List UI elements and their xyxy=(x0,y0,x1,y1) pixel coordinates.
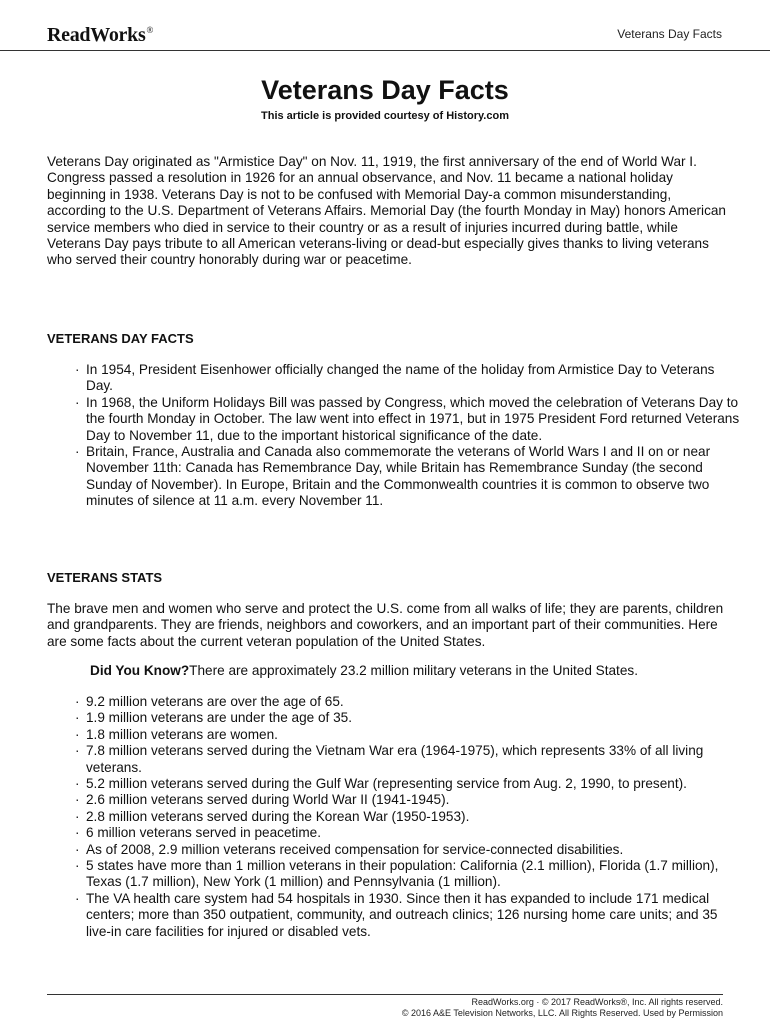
did-you-know xyxy=(90,663,638,679)
list-item: · 7.8 million veterans served during the Vietnam War era (1964-1975), which represents 33% of all living veterans. xyxy=(75,743,704,775)
list-item: · In 1954, President Eisenhower officially changed the name of the holiday from Armistice Day to Veterans Day. xyxy=(75,362,715,394)
list-item: · 1.9 million veterans are under the age of 35. xyxy=(75,710,353,726)
header-divider xyxy=(0,50,770,51)
list-item: · 1.8 million veterans are women. xyxy=(75,726,278,742)
footer-copyright: ReadWorks.org · © 2017 ReadWorks®, Inc. All rights reserved. xyxy=(471,997,723,1007)
page-subtitle: This article is provided courtesy of History.com xyxy=(261,110,509,122)
facts-list xyxy=(75,362,740,510)
list-item: · 2.6 million veterans served during World War II (1941-1945). xyxy=(75,792,450,808)
list-item: · 5.2 million veterans served during the Gulf War (representing service from Aug. 2, 1990, to present). xyxy=(75,776,687,792)
page-title: Veterans Day Facts xyxy=(261,75,509,105)
stats-intro-paragraph: The brave men and women who serve and protect the U.S. come from all walks of life; they are parents, children and grandparents. They are friends, neighbors and coworkers, and an important part of their communities. Here are some facts about the current veteran population of the United States. xyxy=(47,601,724,649)
facts-heading: VETERANS DAY FACTS xyxy=(47,331,194,346)
footer-permission: © 2016 A&E Television Networks, LLC. All Rights Reserved. Used by Permission xyxy=(401,1008,723,1018)
list-item: · In 1968, the Uniform Holidays Bill was passed by Congress, which moved the celebration of Veterans Day to the fourth Monday in October. The law went into effect in 1971, but in 1975 President Ford returned Veterans Day to November 11, due to the important historical significance of the date. xyxy=(75,394,740,443)
list-item: · The VA health care system had 54 hospitals in 1930. Since then it has expanded to include 171 medical centers; more than 350 outpatient, community, and outreach clinics; 126 nursing home care units; and 35 live-in care facilities for injured or disabled vets. xyxy=(75,890,718,939)
did-you-know-label: Did You Know? xyxy=(90,663,190,678)
list-item: · 2.8 million veterans served during the Korean War (1950-1953). xyxy=(75,808,470,824)
intro-paragraph: Veterans Day originated as "Armistice Day" on Nov. 11, 1919, the first anniversary of the end of World War I. Congress passed a resolution in 1926 for an annual observance, and Nov. 11 became a national holiday beginning in 1938. Veterans Day is not to be confused with Memorial Day-a common misunderstanding, according to the U.S. Department of Veterans Affairs. Memorial Day (the fourth Monday in May) honors American service members who died in service to their country or as a result of injuries incurred during battle, while Veterans Day pays tribute to all American veterans-living or dead-but especially gives thanks to living veterans who served their country honorably during war or peacetime. xyxy=(47,154,726,268)
list-item: · Britain, France, Australia and Canada also commemorate the veterans of World Wars I and II on or near November 11th: Canada has Remembrance Day, while Britain has Remembrance Sunday (the second Sunday of November). In Europe, Britain and the Commonwealth countries it is common to observe two minutes of silence at 11 a.m. every November 11. xyxy=(75,444,711,509)
list-item: · 6 million veterans served in peacetime. xyxy=(75,825,321,841)
did-you-know-text: There are approximately 23.2 million military veterans in the United States. xyxy=(189,663,638,678)
page-footer xyxy=(402,997,723,1019)
header-title: Veterans Day Facts xyxy=(617,27,722,41)
page-header xyxy=(0,0,770,50)
list-item: · 5 states have more than 1 million veterans in their population: California (2.1 million), Florida (1.7 million), Texas (1.7 million), New York (1 million) and Pennsylvania (1 million). xyxy=(75,858,719,890)
stats-heading: VETERANS STATS xyxy=(47,570,163,585)
list-item: · 9.2 million veterans are over the age of 65. xyxy=(75,694,344,709)
list-item: · As of 2008, 2.9 million veterans received compensation for service-connected disabilities. xyxy=(75,841,624,857)
stats-list xyxy=(75,694,740,940)
readworks-logo: ReadWorks® xyxy=(47,24,153,46)
footer-divider xyxy=(47,994,723,995)
